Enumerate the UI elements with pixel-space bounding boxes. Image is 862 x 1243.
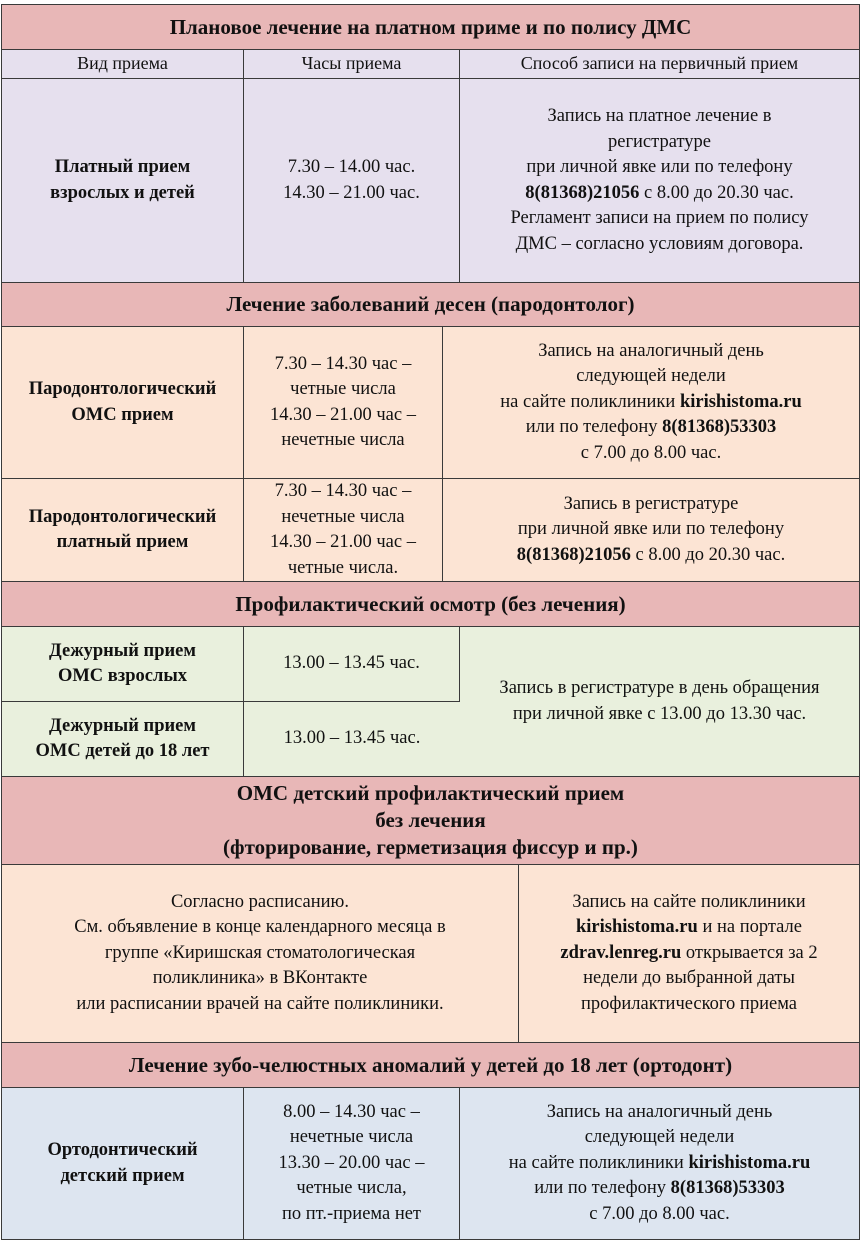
hours-line: нечетные числа xyxy=(289,1127,414,1148)
method-text: и на портале xyxy=(697,917,802,938)
row-periodontal-oms xyxy=(1,326,860,478)
hours-line: четные числа. xyxy=(287,557,399,578)
cell-method xyxy=(460,79,859,282)
method-line: профилактического приема xyxy=(580,993,797,1014)
note-line: или расписании врачей на сайте поликлиники. xyxy=(76,993,444,1014)
column-headers xyxy=(1,49,860,78)
section-title: Плановое лечение на платном приме и по полису ДМС xyxy=(169,14,692,39)
note-line: Согласно расписанию. xyxy=(170,891,350,912)
cell-type xyxy=(2,79,244,282)
portal-link[interactable]: zdrav.lenreg.ru xyxy=(560,942,682,963)
method-text: с 8.00 до 20.30 час. xyxy=(639,182,794,203)
section-periodontist-header xyxy=(1,282,860,326)
phone-number: 8(81368)53303 xyxy=(662,417,777,438)
method-line: при личной явке с 13.00 до 13.30 час. xyxy=(512,703,807,724)
cell-method xyxy=(460,627,859,776)
row-paid-adults-children xyxy=(1,78,860,282)
cell-method xyxy=(443,479,859,581)
method-line: Регламент записи на прием по полису xyxy=(510,208,809,228)
method-line: ДМС – согласно условиям договора. xyxy=(515,233,804,254)
section-title: Лечение зубо-челюстных аномалий у детей до 18 лет (ортодонт) xyxy=(128,1052,733,1077)
method-line: следующей недели xyxy=(576,366,726,387)
method-line: при личной явке или по телефону xyxy=(526,157,793,177)
method-line xyxy=(525,181,793,207)
method-line: Запись на аналогичный день xyxy=(546,1101,773,1122)
hours-line: 7.30 – 14.00 час. xyxy=(287,157,416,177)
site-link[interactable]: kirishistoma.ru xyxy=(576,917,698,938)
method-text: на сайте поликлиники xyxy=(500,391,680,412)
site-link[interactable]: kirishistoma.ru xyxy=(688,1152,811,1173)
section-orthodontist-header xyxy=(1,1042,860,1087)
note-line: группе «Киришская стоматологическая xyxy=(104,942,416,963)
row-periodontal-paid xyxy=(1,478,860,581)
type-line: Пародонтологический xyxy=(28,506,217,527)
method-line xyxy=(576,915,802,941)
phone-number: 8(81368)21056 xyxy=(525,182,640,203)
type-line: Ортодонтический xyxy=(47,1140,198,1160)
cell-type xyxy=(2,327,244,478)
section-title: ОМС детский профилактический прием xyxy=(236,781,625,805)
method-line xyxy=(526,415,777,441)
hours-line: по пт.-приема нет xyxy=(281,1203,422,1224)
method-line xyxy=(500,390,802,416)
type-line: ОМС детей до 18 лет xyxy=(35,741,210,761)
type-line: Дежурный прием xyxy=(49,640,196,661)
method-line: Запись на сайте поликлиники xyxy=(572,891,806,912)
hours-line: 14.30 – 21.00 час. xyxy=(283,182,420,203)
type-line: платный прием xyxy=(56,532,189,552)
hours-line: нечетные числа xyxy=(281,430,405,450)
method-line xyxy=(534,1176,785,1202)
site-link[interactable]: kirishistoma.ru xyxy=(679,391,802,412)
method-text: с 8.00 до 20.30 час. xyxy=(630,544,786,565)
cell-schedule-note xyxy=(2,865,519,1042)
phone-number: 8(81368)53303 xyxy=(670,1178,785,1199)
section-checkup-header xyxy=(1,581,860,626)
note-line: См. объявление в конце календарного месяца в xyxy=(74,917,446,938)
section-title: без лечения xyxy=(375,808,486,832)
hours-line: 8.00 – 14.30 час – xyxy=(283,1101,420,1122)
hours-line: 7.30 – 14.30 час – xyxy=(274,353,412,374)
row-orthodontic-children xyxy=(1,1087,860,1240)
type-line: Пародонтологический xyxy=(28,379,217,399)
cell-type xyxy=(2,1088,244,1239)
method-line: Запись в регистратуре в день обращения xyxy=(499,678,820,698)
method-line: с 7.00 до 8.00 час. xyxy=(589,1203,730,1224)
method-line: регистратуре xyxy=(607,131,711,152)
hours-line: четные числа, xyxy=(296,1178,407,1199)
method-line: Запись в регистратуре xyxy=(563,493,739,514)
cell-method xyxy=(460,1088,859,1239)
column-header-hours: Часы приема xyxy=(244,50,460,78)
cell-type-children xyxy=(2,701,244,776)
method-line xyxy=(560,941,817,967)
checkup-rows xyxy=(1,626,860,776)
cell-hours-adults: 13.00 – 13.45 час. xyxy=(244,627,460,701)
hours-line: 14.30 – 21.00 час – xyxy=(270,404,416,425)
method-line: с 7.00 до 8.00 час. xyxy=(580,442,722,463)
method-text: на сайте поликлиники xyxy=(508,1152,689,1173)
method-line xyxy=(517,543,785,569)
hours-line: 13.30 – 20.00 час – xyxy=(278,1152,425,1173)
column-header-method: Способ записи на первичный прием xyxy=(520,53,799,74)
cell-hours xyxy=(244,79,460,282)
hours-line: 14.30 – 21.00 час – xyxy=(270,532,416,552)
method-line: следующей недели xyxy=(584,1127,735,1148)
section-paid-dms-header xyxy=(1,4,860,49)
row-children-prophylaxis xyxy=(1,864,860,1042)
phone-number: 8(81368)21056 xyxy=(516,544,631,565)
type-line: Платный прием xyxy=(54,157,191,177)
method-line: недели до выбранной даты xyxy=(583,968,795,989)
section-title: Лечение заболеваний десен (пародонтолог) xyxy=(226,292,635,316)
section-children-prophylaxis-header xyxy=(1,776,860,864)
cell-hours xyxy=(244,479,443,581)
method-text: открывается за 2 xyxy=(681,942,818,963)
cell-hours xyxy=(244,1088,460,1239)
cell-type-adults xyxy=(2,627,244,701)
type-line: ОМС прием xyxy=(71,404,174,425)
cell-type xyxy=(2,479,244,581)
section-title: Профилактический осмотр (без лечения) xyxy=(235,591,626,616)
method-line: при личной явке или по телефону xyxy=(517,519,785,540)
type-line: детский прием xyxy=(60,1165,185,1186)
method-text: или по телефону xyxy=(534,1178,671,1199)
type-line: взрослых и детей xyxy=(50,182,195,203)
type-line: Дежурный прием xyxy=(49,715,196,736)
note-line: поликлиника» в ВКонтакте xyxy=(152,968,368,989)
cell-method xyxy=(519,865,859,1042)
method-line: Запись на платное лечение в xyxy=(547,106,772,126)
section-title: (фторирование, герметизация фиссур и пр.) xyxy=(223,835,638,859)
cell-method xyxy=(443,327,859,478)
hours-line: нечетные числа xyxy=(281,506,405,527)
cell-hours-children: 13.00 – 13.45 час. xyxy=(244,701,460,776)
column-header-type: Вид приема xyxy=(2,50,244,78)
hours-line: четные числа xyxy=(290,379,396,399)
method-line xyxy=(509,1151,811,1177)
type-line: ОМС взрослых xyxy=(57,666,188,686)
hours-line: 7.30 – 14.30 час – xyxy=(274,481,412,501)
method-text: или по телефону xyxy=(525,417,663,438)
cell-hours xyxy=(244,327,443,478)
method-line: Запись на аналогичный день xyxy=(538,340,764,361)
